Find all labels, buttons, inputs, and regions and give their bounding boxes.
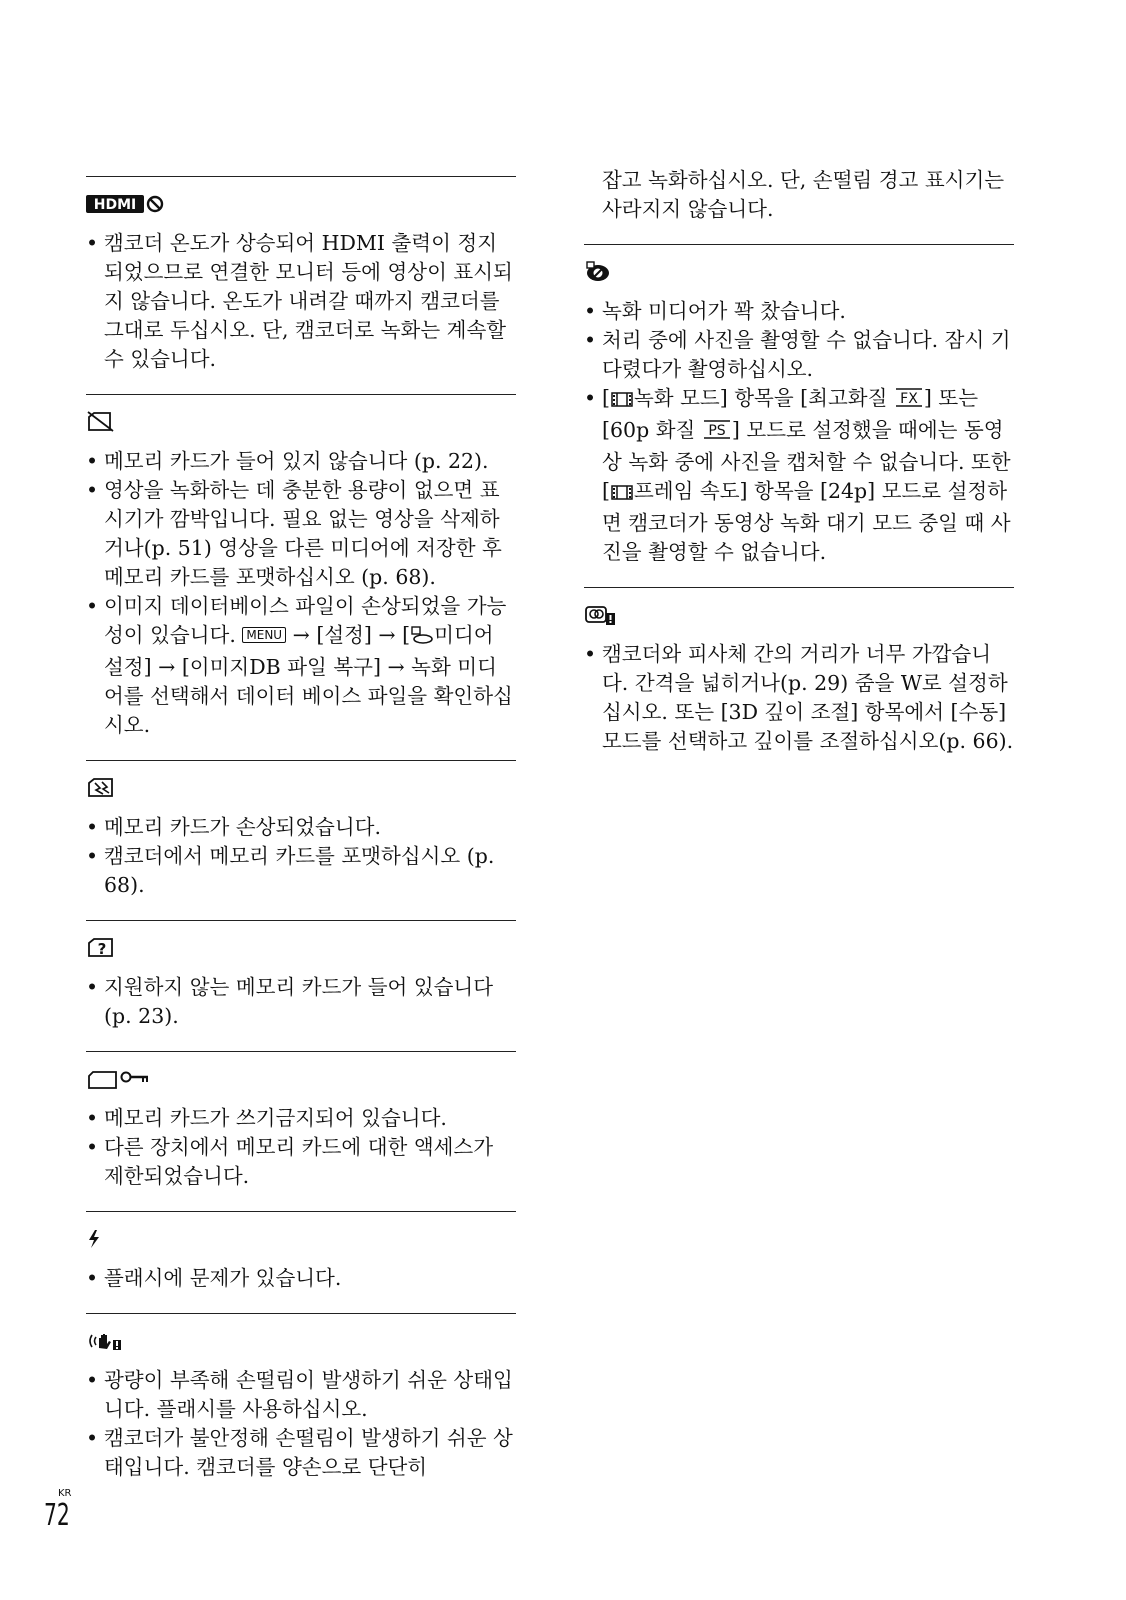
write-protect-section bbox=[86, 1051, 516, 1191]
list-item: • 캠코더 온도가 상승되어 HDMI 출력이 정지되었으므로 연결한 모니터 등에 영상이 표시되지 않습니다. 온도가 내려갈 때까지 캠코더를 그대로 두십시오. 단, 캠코더로 녹화는 계속할 수 있습니다. bbox=[86, 229, 516, 374]
list-item: • 메모리 카드가 쓰기금지되어 있습니다. bbox=[86, 1104, 516, 1133]
svg-text:PS: PS bbox=[708, 423, 726, 439]
item-text: [ bbox=[402, 623, 411, 647]
film-icon bbox=[610, 387, 634, 416]
list-item: • 처리 중에 사진을 촬영할 수 없습니다. 잠시 기다렸다가 촬영하십시오. bbox=[584, 326, 1014, 384]
damaged-memory-card-icon bbox=[86, 775, 516, 801]
left-column bbox=[86, 176, 516, 1482]
3d-distance-warning-icon bbox=[584, 602, 1014, 628]
unsupported-card-section bbox=[86, 920, 516, 1031]
svg-text:FX: FX bbox=[900, 391, 918, 407]
list-item bbox=[584, 384, 1014, 567]
svg-text:HDMI: HDMI bbox=[93, 197, 137, 213]
flash-warning-icon bbox=[86, 1226, 516, 1252]
item-text: 녹화 모드] 항목을 [최고화질 bbox=[634, 386, 888, 410]
media-full-section bbox=[584, 244, 1014, 567]
list-item: • 영상을 녹화하는 데 충분한 용량이 없으면 표시기가 깜박입니다. 필요 없는 영상을 삭제하거나(p. 51) 영상을 다른 미디어에 저장한 후 메모리 카드를 포맷하십시오 (p. 68). bbox=[86, 476, 516, 592]
item-text: 미디어 설정] → [이미지DB 파일 복구] → 녹화 미디어를 선택해서 데이터 베이스 파일을 확인하십시오. bbox=[104, 623, 513, 737]
item-text: 이미지 데이터베이스 파일이 손상되었을 가능성이 있습니다. bbox=[104, 594, 507, 647]
list-item bbox=[86, 592, 516, 740]
no-card-section bbox=[86, 394, 516, 740]
list-item: • 광량이 부족해 손떨림이 발생하기 쉬운 상태입니다. 플래시를 사용하십시오. bbox=[86, 1366, 516, 1424]
fx-quality-icon bbox=[894, 386, 924, 416]
list-item: • 다른 장치에서 메모리 카드에 대한 액세스가 제한되었습니다. bbox=[86, 1133, 516, 1191]
svg-text:?: ? bbox=[97, 940, 107, 958]
list-item: • 캠코더가 불안정해 손떨림이 발생하기 쉬운 상태입니다. 캠코더를 양손으로 단단히 bbox=[86, 1424, 516, 1482]
continued-text: 잡고 녹화하십시오. 단, 손떨림 경고 표시기는 사라지지 않습니다. bbox=[602, 168, 1005, 221]
item-text: ] 모드로 설정했을 때에는 동영상 녹화 중에 사진을 캡처할 수 없습니다. 또한 [ bbox=[602, 418, 1011, 503]
damaged-card-section bbox=[86, 760, 516, 900]
item-text: → [설정] → bbox=[292, 623, 396, 647]
film-icon bbox=[610, 480, 634, 509]
media-full-icon bbox=[584, 259, 1014, 285]
list-item: • 캠코더에서 메모리 카드를 포맷하십시오 (p. 68). bbox=[86, 842, 516, 900]
list-item: • 플래시에 문제가 있습니다. bbox=[86, 1264, 516, 1293]
flash-section bbox=[86, 1211, 516, 1293]
camera-shake-section bbox=[86, 1313, 516, 1482]
ps-quality-icon bbox=[702, 418, 732, 448]
item-text: 프레임 속도] 항목을 [24p] 모드로 설정하면 캠코더가 동영상 녹화 대기 모드 중일 때 사진을 촬영할 수 없습니다. bbox=[602, 479, 1011, 564]
camera-shake-warning-icon bbox=[86, 1328, 516, 1354]
hdmi-disabled-icon bbox=[86, 191, 516, 217]
list-item: • 캠코더와 피사체 간의 거리가 너무 가깝습니다. 간격을 넓히거나(p. 29) 줌을 W로 설정하십시오. 또는 [3D 깊이 조절] 항목에서 [수동] 모드를 선택하고 깊이를 조절하십시오(p. 66). bbox=[584, 640, 1014, 756]
list-item: • 지원하지 않는 메모리 카드가 들어 있습니다(p. 23). bbox=[86, 973, 516, 1031]
item-text: [ bbox=[602, 386, 610, 410]
page-number: 72 bbox=[44, 1498, 70, 1533]
menu-button-label: MENU bbox=[242, 627, 286, 643]
region-label: KR bbox=[58, 1488, 72, 1499]
distance-warning-section bbox=[584, 587, 1014, 756]
no-memory-card-icon bbox=[86, 409, 516, 435]
write-protect-key-icon bbox=[86, 1066, 516, 1092]
list-item: • 메모리 카드가 들어 있지 않습니다 (p. 22). bbox=[86, 447, 516, 476]
unsupported-card-icon bbox=[86, 935, 516, 961]
hdmi-warning-section bbox=[86, 176, 516, 374]
item-text: ] 또는 [60p 화질 bbox=[602, 386, 979, 442]
list-item: • 녹화 미디어가 꽉 찼습니다. bbox=[584, 297, 1014, 326]
list-item: • 메모리 카드가 손상되었습니다. bbox=[86, 813, 516, 842]
media-icon bbox=[410, 624, 434, 653]
right-column bbox=[584, 166, 1014, 776]
